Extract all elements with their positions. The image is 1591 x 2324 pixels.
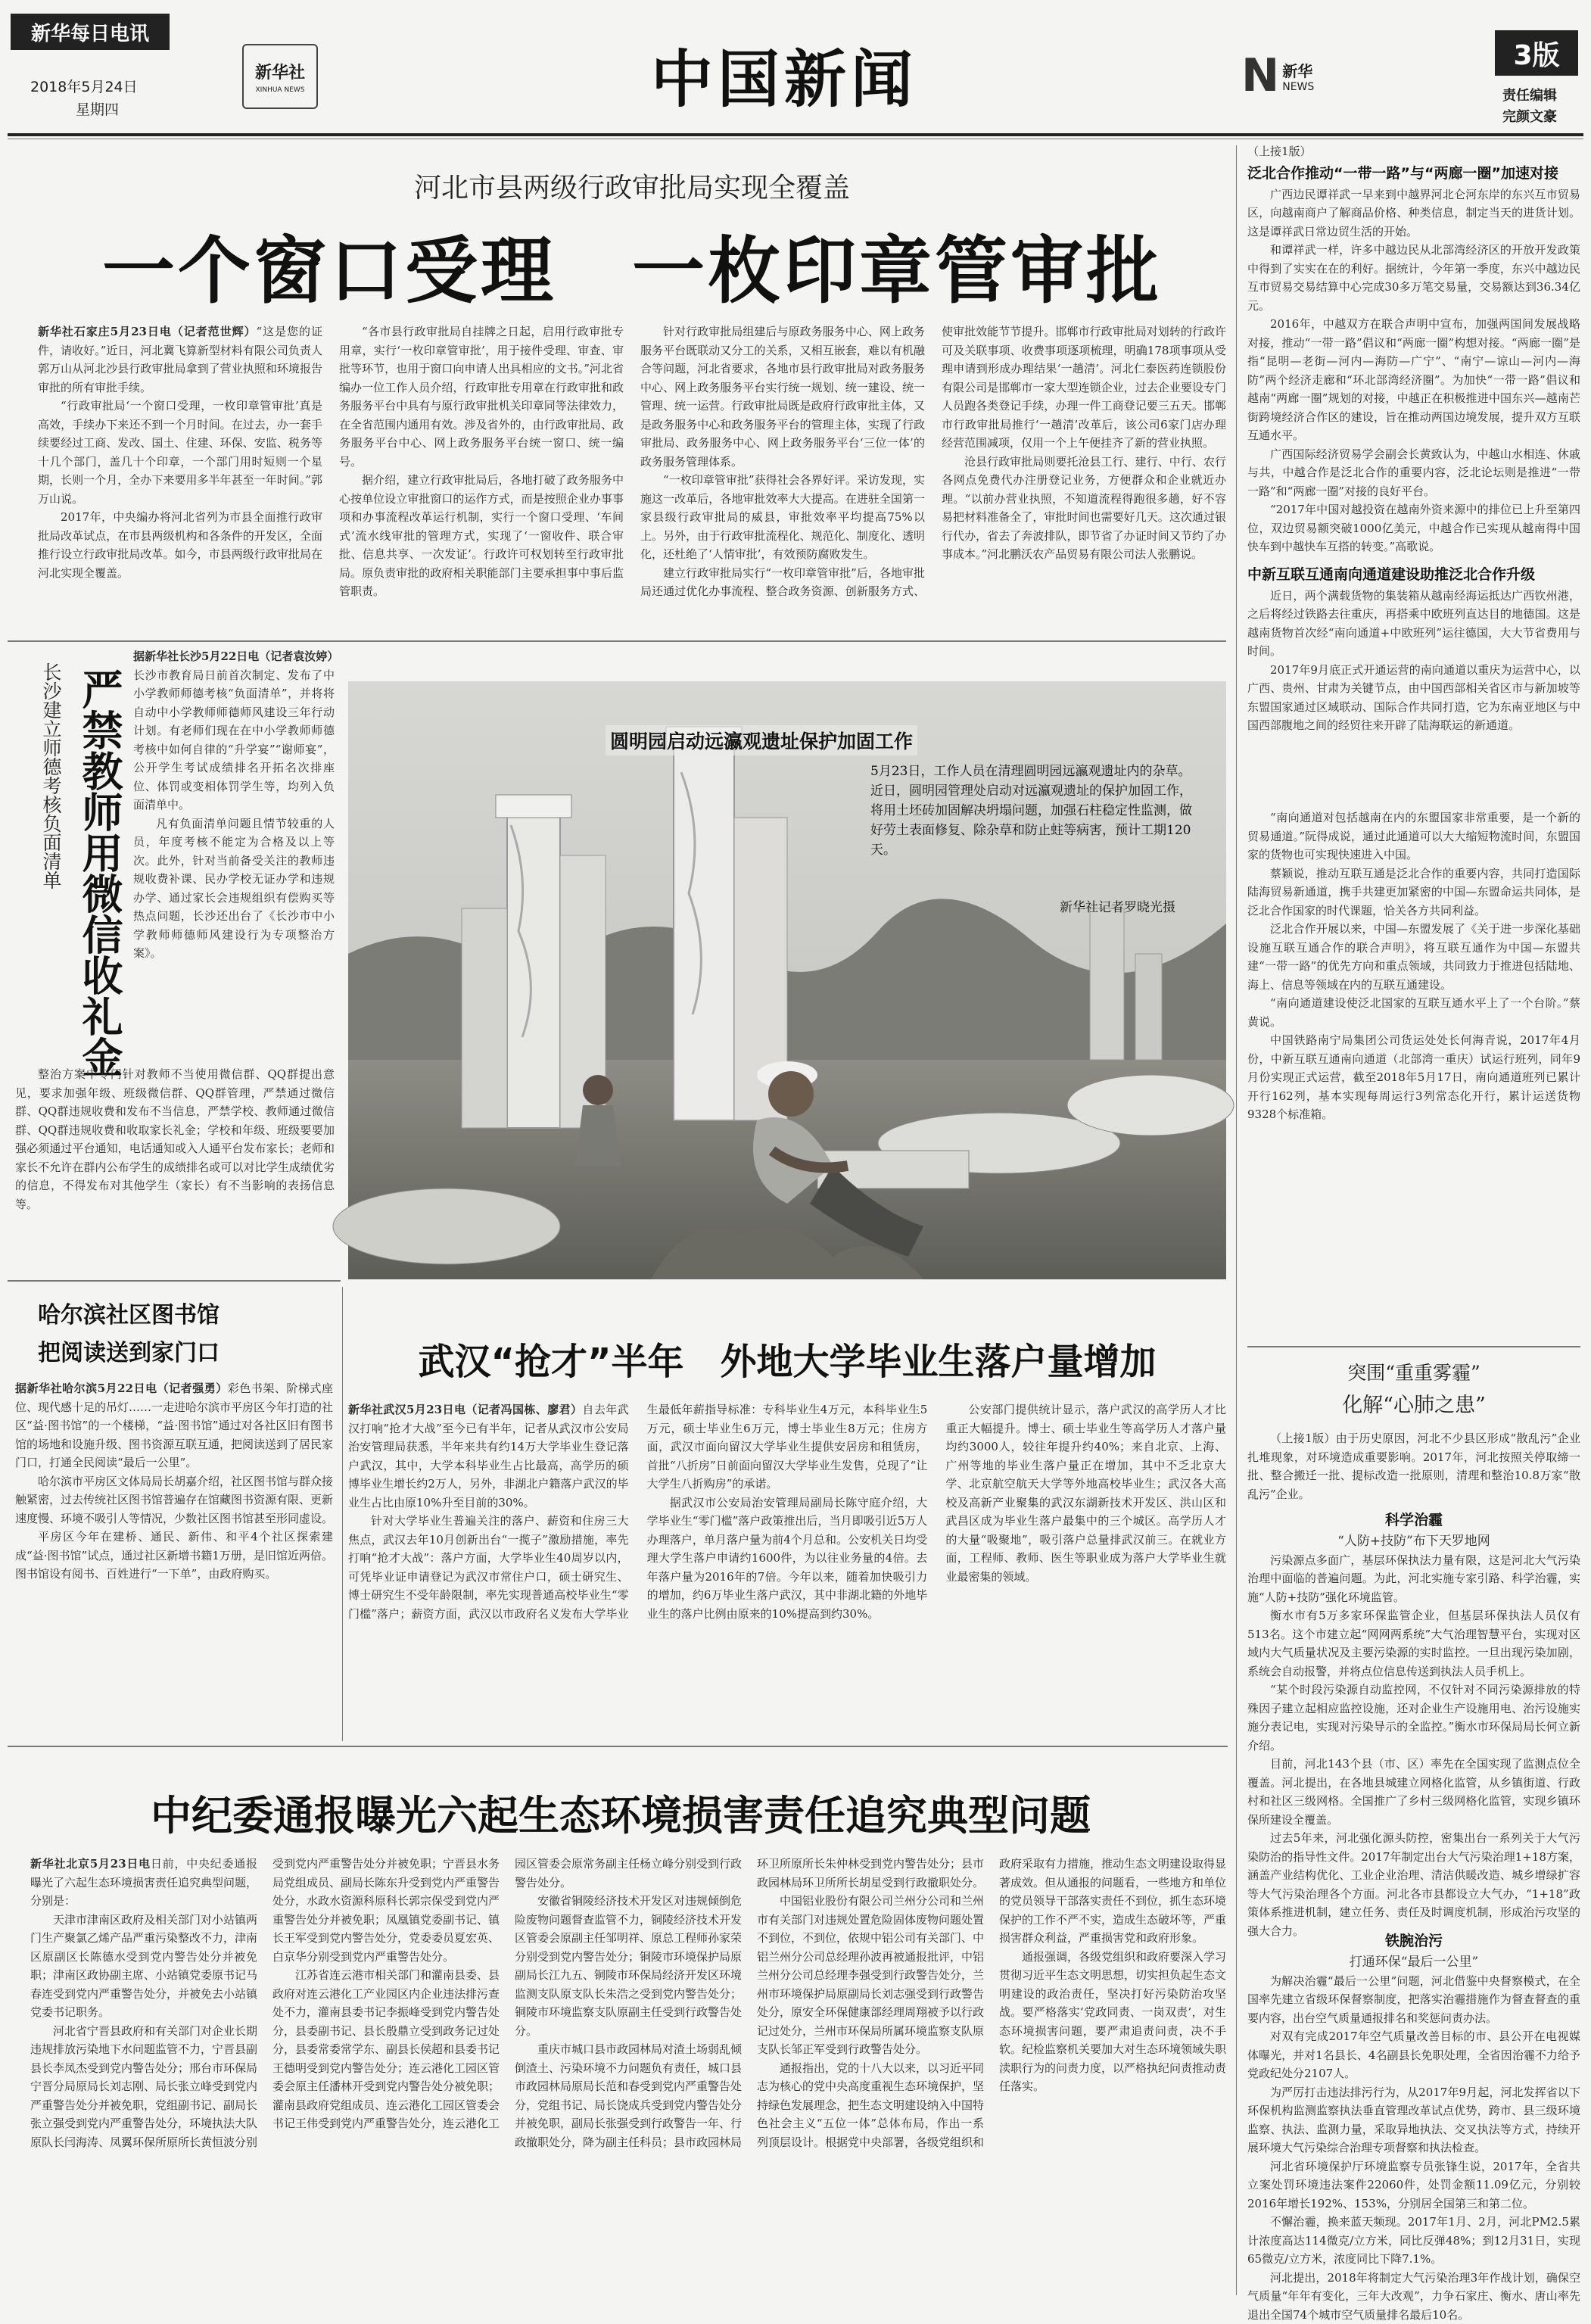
discipline-story	[15, 1749, 1226, 2298]
wuhan-story	[348, 1287, 1226, 1741]
wuhan-headline: 武汉“抢才”半年 外地大学毕业生落户量增加	[418, 1341, 1157, 1383]
section5-sub: 打通环保“最后一公里”	[1349, 1955, 1479, 1970]
teacher-body-bottom: 整治方案中专门针对教师不当使用微信群、QQ群提出意见，要求加强年级、班级微信群、QQ群管理，严禁通过微信群、QQ群违规收费和发布不当信息，严禁学校、教师通过微信群、QQ群违规收费和收取家长礼金；学校和年级、班级要要加强必须通过平台通知，电话通知或入人通平台发布家长；老师和家长不允许在群内公布学生的成绩排名或可以对比学生成绩优劣的信息，不得发布对其他学生（家长）有不当影响的表扬信息等。	[15, 1067, 335, 1211]
right-column	[1247, 142, 1580, 2322]
distant-ruin	[1090, 908, 1124, 1060]
agency-name: 新华每日电讯	[30, 22, 149, 45]
lead-story	[38, 144, 1226, 643]
issue-weekday: 星期四	[76, 101, 120, 118]
section-title: 中国新闻	[651, 43, 918, 116]
photo-caption-box	[870, 762, 1203, 896]
distant-ruin-2	[1135, 954, 1162, 1060]
column-divider	[1236, 145, 1237, 2295]
right-col-part1: （上接1版） 泛北合作推动“一带一路”与“两廊一圈”加速对接 广西边民谭祥武一早来到中越界河北仑河东岸的东兴互市贸易区，向越南商户了解商品价格、种类信息，制定当天的进货计划。这是谭祥武日常边贸生活的开始。 和谭祥武一样，许多中越边民从北部湾经济区的开放开发政策中得到了实实在在的利好。据统计，今年第一季度，东兴中越边民互市贸易交易结算中心完成30多万笔交易量，交易额达到36.34亿元。 2016年，中越双方在联合声明中宣布，加强两国间发展战略对接，推动“一带一路”倡议和“两廊一圈”构想对接。“两廊一圈”是指“昆明—老街—河内—海防—广宁”、“南宁—谅山—河内—海防”两个经济走廊和“环北部湾经济圈”。为加快“一带一路”倡议和越南“两廊一圈”规划的对接，中越正在积极推进中国东兴—越南芒街跨境经济合作区的建设，旨在推动两国边境发展，提升双方互联互通水平。 广西国际经济贸易学会副会长黄致认为，中越山水相连、休戚与共，中越合作是泛北合作的重要内容，泛北论坛则是推进“一带一路”和“两廊一圈”对接的良好平台。 “2017年中国对越投资在越南外资来源中的排位已上升至第四位，双边贸易额突破1000亿美元，中越合作已实现从越南得中国快车到中越快车互搭的转变。”高歌说。 中新互联互通南向通道建设助推泛北合作升级 近日，两个满载货物的集装箱从越南经海运抵达广西钦州港，之后将经过铁路去往重庆，再搭乘中欧班列直达目的地德国。这是越南货物首次经“南向通道+中欧班列”运往德国，大大节省费用与时间。 2017年9月底正式开通运营的南向通道以重庆为运营中心，以广西、贵州、甘肃为关键节点，由中国西部相关省区市与新加坡等东盟国家通过区域联动、国际合作共同打造，它为东南亚地区与中国西部腹地之间的经贸往来开辟了陆海联运的新通道。	[1247, 142, 1580, 808]
photo-block	[348, 681, 1226, 1279]
right-col-part4: 铁腕治污 打通环保“最后一公里” 为解决治霾“最后一公里”问题，河北借鉴中央督察模式，在全国率先建立省级环保督察制度，把落实治霾措施作为督查督查的重要内容，出台空气质量通报排名和奖惩问责办法。 对双有完成2017年空气质量改善目标的市、县公开在电视媒体曝光，并对1名县长、4名副县长免职处理，全省因治霾不力给予党政纪处分2107人。 为严厉打击违法排污行为，从2017年9月起，河北发挥省以下环保机构监测监察执法垂直管理改革试点优势，跨市、县三级环境监察、执法、监测力量，采取异地执法、交叉执法等方式，持续开展环境大气污染综合治理专项督察和执法检查。 河北省环境保护厅环境监察专员张锋生说，2017年，全省共立案处罚环境违法案件22060件，处罚金额11.09亿元，分别较2016年增长192%、153%，分别居全国第三和第二位。 不懈治霾，换来蓝天频现。2017年1月、2月，河北PM2.5累计浓度高达114微克/立方米，同比反弹48%；到12月31日，实现65微克/立方米，浓度同比下降7.1%。 河北提出，2018年将制定大气污染治理3年作战计划，确保空气质量“年年有变化，三年大改观”，力争石家庄、衡水、唐山率先退出全国74个城市空气质量排名最后10名。	[1247, 1929, 1580, 2292]
harbin-divider	[342, 1287, 343, 1741]
section4-sub: “人防+技防”布下天罗地网	[1337, 1534, 1490, 1549]
page-number-box	[1495, 30, 1578, 76]
news-logo-n: N	[1241, 49, 1280, 102]
lead-kicker: 河北市县两级行政审批局实现全覆盖	[413, 173, 850, 204]
discipline-headline: 中纪委通报曝光六起生态环境损害责任追究典型问题	[151, 1792, 1091, 1840]
wuhan-dateline: 新华社武汉5月23日电（记者冯国栋、廖君）	[348, 1403, 583, 1416]
section3-title: 化解“心肺之患”	[1342, 1394, 1486, 1417]
lead-body: 新华社石家庄5月23日电（记者范世辉）“这是您的证件，请收好。”近日，河北冀飞算新型材料有限公司负责人郭万山从河北沙县行政审批局拿到了营业执照和环境报告审批的所有审批手续。 “行政审批局‘一个窗口受理，一枚印章管审批’真是高效，手续办下来还不到一个月时间。在过去，办一套手续要经过工商、发改、国土、住建、环保、安监、税务等十几个部门，盖几十个印章，一个部门用时短则一个星期，长则一个月，全办下来要用多半年甚至一年时间。”郭万山说。 2017年，中央编办将河北省列为市县全面推行政审批局改革试点，在市县两级机构和各条件的开发区，全面推行设立行政审批局改革。如今，市县两级行政审批局在河北实现全覆盖。 “各市县行政审批局自挂牌之日起，启用行政审批专用章，实行‘一枚印章管审批’，用于接件受理、审查、审批等环节，也用于窗口向申请人出具相应的文书。”河北省编办一位工作人员介绍，行政审批专用章在行政审批和政务服务平台中具有与原行政审批机关印章同等法律效力，在全省范围内通用有效。涉及省外的，由行政审批局、政务服务平台中心、网上政务服务平台统一窗口、统一编号。 据介绍，建立行政审批局后，各地打破了政务服务中心按单位设立审批窗口的运作方式，而是按照企业办事事项和办事流程改革运行机制，实行一个窗口受理、‘车间式’流水线审批的管理方式，实现了‘一窗收件、联合审批、信息共享、一次发证’。行政许可权划转至行政审批局。原负责审批的政府相关职能部门主要承担事中事后监管职责。 针对行政审批局组建后与原政务服务中心、网上政务服务平台既联动又分工的关系，又相互嵌套，难以有机融合等问题，河北省要求，各地市县行政审批局对政务服务中心、网上政务服务平台实行统一规划、统一建设、统一管理、统一运营。行政审批局既是政府行政审批主体，又是政务服务中心和政务服务平台的管理主体，实现了行政审批局、政务服务中心、网上政务服务平台‘三位一体’的政务服务管理体系。 “一枚印章管审批”获得社会各界好评。采访发现，实施这一改革后，各地审批效率大大提高。在进驻全国第一家县级行政审批局的威县，审批效率平均提高75%以上。另外，由于行政审批流程化、规范化、制度化、透明化，还杜绝了‘人情审批’，有效预防腐败发生。 建立行政审批局实行“一枚印章管审批”后，各地审批局还通过优化办事流程、整合政务资源、创新服务方式、使审批效能节节提升。邯郸市行政审批局对划转的行政许可及关联事项、收费事项逐项梳理，明确178项事项从受理申请到形成办理结果‘一趟清’。河北仁泰医药连锁股份有限公司是邯郸市一家大型连锁企业，过去企业要设专门人员跑各类登记手续，办理一件工商登记要三五天。邯郸市行政审批局推行‘一趟清’改革后，该公司6家门店办理经营范围减项，仅用一个上午便挂齐了新的营业执照。 沧县行政审批局则要托沧县工行、建行、中行、农行各网点免费代办注册登记业务，方便群众和企业就近办理。“以前办营业执照，不知道流程得跑很多趟，好不容易把材料准备全了，审批时间也需要好几天。这次通过银行代办，省去了奔波排队，即节省了办证时间又节约了办事成本。”河北鹏沃农产品贸易有限公司法人张鹏说。	[38, 325, 1226, 598]
section1-title: 泛北合作推动“一带一路”与“两廊一圈”加速对接	[1247, 164, 1558, 182]
harbin-story	[8, 1287, 341, 1741]
section5-title: 铁腕治污	[1384, 1933, 1443, 1949]
teacher-kicker: 长沙建立师德考核负面清单	[40, 662, 62, 889]
teacher-bottom-rule	[8, 1280, 341, 1282]
page-number: 3版	[1513, 39, 1560, 71]
section2-title: 中新互联互通南向通道建设助推泛北合作升级	[1247, 565, 1536, 583]
teacher-dateline: 据新华社长沙5月22日电（记者袁汝婷）	[133, 650, 339, 663]
teacher-story	[8, 647, 341, 1283]
teacher-headline: 严禁教师用微信收礼金	[76, 668, 123, 1077]
right-col-part2: “南向通道对包括越南在内的东盟国家非常重要，是一个新的贸易通道。”阮得成说，通过此通道可以大大缩短物流时间，东盟国家的货物也可实现快速进入中国。 蔡颖说，推动互联互通是泛北合作的重要内容，共同打造国际陆海贸易新通道，携手共建更加紧密的中国—东盟命运共同体，是泛北合作国家的时代课题，恰关各方共同利益。 泛北合作开展以来，中国—东盟发展了《关于进一步深化基础设施互联互通合作的联合声明》，将互联互通作为中国—东盟共建“一带一路”的优先方向和重点领域，共同致力于推进包括陆地、海上、信息等领域在内的互联互通建设。 “南向通道建设使泛北国家的互联互通水平上了一个台阶。”蔡黄说。 中国铁路南宁局集团公司货运处处长何海青说，2017年4月份，中新互联互通南向通道（北部湾一重庆）试运行班列，同年9月份实现正式运营，截至2018年5月17日，南向通道班列已累计开行162列，基本实现每周运行3列常态化开行，累计运送货物9328个标准箱。	[1247, 811, 1580, 1121]
photo-caption-title: 圆明园启动远瀛观遗址保护加固工作	[606, 725, 917, 755]
issue-date: 2018年5月24日	[30, 79, 138, 95]
teacher-body-side: 据新华社长沙5月22日电（记者袁汝婷）长沙市教育局日前首次制定、发布了中小学教师师德考核“负面清单”，并将将自动中小学教师师德师风建设三年行动计划。有老师们现在在中小学教师师德考核中如何自律的“升学宴”“谢师宴”，公开学生考试成绩排名开拓名次排座位、体罚或变相体罚学生等，均列入负面清单中。 凡有负面清单问题且情节较重的人员，年度考核不能定为合格及以上等次。此外，针对当前备受关注的教师违规收费补课、民办学校无证办学和违规办学、通过家长会违规组织有偿购买等热点问题，长沙还出台了《长沙市中小学教师师德师风建设行为专项整治方案》。	[133, 650, 339, 960]
masthead-agency-box	[11, 14, 170, 50]
editor-label: 责任编辑	[1502, 88, 1557, 104]
editor-name: 完颜文豪	[1502, 109, 1557, 125]
section4-title: 科学治霾	[1384, 1512, 1443, 1528]
photo-credit: 新华社记者罗晓光摄	[1060, 900, 1175, 915]
wuhan-bottom-rule	[8, 1746, 1228, 1747]
news-logo-icon: N 新华 NEWS	[1241, 49, 1315, 102]
lead-bottom-rule	[8, 640, 1226, 642]
harbin-body: 据新华社哈尔滨5月22日电（记者强勇）彩色书架、阶梯式座位、现代感十足的吊灯……一走进哈尔滨市平房区今年打造的社区“益·图书馆”的一个楼梯，“益·图书馆”通过对各社区旧有图书馆的场地和设施升级、图书资源互联互通，把阅读送到了居民家门口，打通全民阅读“最后一公里”。 哈尔滨市平房区文体局局长胡嘉介绍，社区图书馆与群众接触紧密，过去传统社区图书馆普遍存在馆藏图书资源有限、更新速度慢、环境不吸引人等情况，少数社区图书馆甚至形同虚设。 平房区今年在建桥、通民、新伟、和平4个社区探索建成“益·图书馆”试点，通过社区新增书籍1万册，是旧馆近两倍。图书馆设有阅书、百姓进行“一下单”，由政府购买。	[15, 1382, 334, 1581]
harbin-dateline: 据新华社哈尔滨5月22日电（记者强勇）	[15, 1382, 228, 1395]
section3-kicker: 突围“重重雾霾”	[1347, 1362, 1480, 1384]
discipline-dateline: 新华社北京5月23日电	[30, 1857, 151, 1871]
right-col-part3: （上接1版）由于历史原因，河北不少县区形成“散乱污”企业扎堆现象，对环境造成重要影响。2017年，河北按照关停取缔一批、整合搬迁一批、提标改造一批原则，清理和整治10.8万家“散乱污”企业。 科学治霾 “人防+技防”布下天罗地网 污染源点多面广，基层环保执法力量有限，这是河北大气污染治理中面临的普遍问题。为此，河北实施专家引路、科学治霾，实施“人防+技防”强化环境监管。 衡水市有5万多家环保监管企业，但基层环保执法人员仅有513名。这个市建立起“网网两系统”大气治理智慧平台，实现对区域内大气质量状况及主要污染源的实时监控。一旦出现污染加剧，系统会自动报警，并将点位信息传送到执法人员手机上。 “某个时段污染源自动监控网，不仅针对不同污染源排放的特殊因子建立起相应监控设施，还对企业生产设施用电、治污设施实施分表记电，实现对污染导示的全监控。”衡水市环保局局长何立新介绍。 目前，河北143个县（市、区）率先在全国实现了监测点位全覆盖。河北提出，在各地县城建立网格化监管，从乡镇街道、行政村和社区三级网格。全国推广了乡村三级网格化监管，实现乡镇环保所建设全覆盖。 过去5年来，河北强化源头防控，密集出台一系列关于大气污染防治的指导性文件。2017年制定出台大气污染治理1+18方案，涵盖产业结构优化、工业企业治理、清洁供暖改造、城乡增绿扩容等大气污染治理各个方面。河北各市县都设立大气办，“1+18”政策体系推进机制，建立任务、责任及时调度机制，形成治污攻坚的强大合力。	[1247, 1431, 1580, 1938]
harbin-headline: 把阅读送到家门口	[38, 1340, 220, 1366]
harbin-kicker: 哈尔滨社区图书馆	[38, 1302, 220, 1329]
right-col-divider	[1247, 1346, 1580, 1347]
discipline-body: 新华社北京5月23日电日前，中央纪委通报曝光了六起生态环境损害责任追究典型问题，分别是： 天津市津南区政府及相关部门对小站镇两门生产聚氯乙烯产品严重污染整改不力，津南区原副区长陈德水受到党内警告处分并被免职；津南区政协副主席、小站镇党委原书记马春连受到党内严重警告处分，并被免去小站镇党委书记职务。 河北省宁晋县政府和有关部门对企业长期违规排放污染地下水问题监管不力，宁晋县副县长李凤杰受到党内警告处分；邢台市环保局宁晋分局原局长刘志刚、局长张立峰受到党内严重警告处分并被免职，党组副书记、副局长张立强受到党内严重警告处分，环境执法大队原队长闫海涛、凤翼环保所原所长黄恒波分别受到党内严重警告处分并被免职；宁晋县水务局党组成员、副局长陈东升受到党内严重警告处分，水政水资源科原科长郭宗保受到党内严重警告处分并被免职；凤凰镇党委副书记、镇长王军受到党内警告处分，党委委员夏宏英、白京华分别受到党内严重警告处分。 江苏省连云港市相关部门和灌南县委、县政府对连云港化工产业园区内企业违法排污查处不力，灌南县委书记李振峰受到党内警告处分，县委副书记、县长殷鼎立受到政务记过处分，县委常委常学东、副县长侯超和县委书记王德明受到党内警告处分；连云港化工园区管委会原主任潘林开受到党内警告处分被免职；灌南县政府党组成员、连云港化工园区管委会书记王伟受到党内严重警告处分，连云港化工园区管委会原常务副主任杨立峰分别受到行政警告处分。 安徽省铜陵经济技术开发区对违规倾倒危险废物问题督查监管不力，铜陵经济技术开发区管委会原副主任邹明祥、原总工程师孙家荣分别受到党内警告处分；铜陵市环境保护局原副局长江九五、铜陵市环保局经济开发区环境监测支队原支队长朱浩之受到党内警告处分；铜陵市环境监察支队原副主任受到行政警告处分。 重庆市城口县市政园林局对渣土场弱乱倾倒渣土、污染环境不力问题负有责任，城口县市政园林局原局长范和春受到党内严重警告处分，党组书记、局长饶成兵受到党内警告处分并被免职，副局长张强受到行政警告一年、行政撤职处分，降为副主任科员；县市政园林局环卫所原所长朱仲林受到党内警告处分；县市政园林局环卫所所长胡星受到行政撤职处分。 中国铝业股份有限公司兰州分公司和兰州市有关部门对违规处置危险固体废物问题处置不到位，不到位，依规中铝公司有关部门、中铝兰州分公司总经理孙波再被通报批评，中铝兰州分公司总经理李强受到行政警告处分，兰州市环境保护局原副局长刘志强受到行政警告处分，原安全环保健康部经理周翔被予以行政记过处分，兰州市环保局所属环境监察支队原支队长邹正军受到行政警告处分。 通报指出，党的十八大以来，以习近平同志为核心的党中央高度重视生态环境保护，坚持绿色发展理念，把生态文明建设纳入中国特色社会主义“五位一体”总体布局，作出一系列顶层设计。根据党中央部署，各级党组织和政府采取有力措施，推动生态文明建设取得显著成效。但从通报的问题看，一些地方和单位的党员领导干部落实责任不到位，抓生态环境保护的工作不严不实，造成生态破坏等，严重损害群众利益，严重损害党和政府形象。 通报强调，各级党组织和政府要深入学习贯彻习近平生态文明思想，切实担负起生态文明建设的政治责任，坚决打好污染防治攻坚战。要严格落实‘党政同责、一岗双责’，对生态环境损害问题，要严肃追责问责，决不手软。纪检监察机关要加大对生态环境领域失职渎职行为的问责力度，以严格执纪问责推动责任落实。	[30, 1857, 1227, 2149]
lead-dateline: 新华社石家庄5月23日电（记者范世辉）	[38, 325, 257, 338]
masthead-rule	[8, 133, 1583, 136]
photo-caption: 5月23日，工作人员在清理圆明园远瀛观遗址内的杂草。近日，圆明园管理处启动对远瀛观遗址的保护加固工作，将用土坯砖加固解决坍塌问题，加强石柱稳定性监测，做好劳土表面修复、除杂草和防止蛀等病害，预计工期120天。	[870, 764, 1192, 858]
wuhan-body: 新华社武汉5月23日电（记者冯国栋、廖君）自去年武汉打响“抢才大战”至今已有半年，记者从武汉市公安局治安管理局获悉，半年来共有约14万大学毕业生登记落户武汉，其中，大学本科毕业生占比最高，高学历的硕博毕业生增长约2万人，另外，非湖北户籍落户武汉的毕业生占比由原10%升至目前的30%。 针对大学毕业生普遍关注的落户、薪资和住房三大焦点，武汉去年10月创新出台“一揽子”激励措施，率先打响“抢才大战”：落户方面，大学毕业生40周岁以内，可凭毕业证申请登记为武汉市常住户口，硕士研究生、博士研究生不受年龄限制，率先实现普通高校毕业生“零门槛”落户；薪资方面，武汉以市政府名义发布大学毕业生最低年薪指导标准：专科毕业生4万元，本科毕业生5万元，硕士毕业生6万元，博士毕业生8万元；住房方面，武汉市面向留汉大学毕业生提供安居房和租赁房，首批“八折房”日前面向留汉大学毕业生发售，兑现了“让大学生八折购房”的承诺。 据武汉市公安局治安管理局副局长陈守庭介绍，大学毕业生“零门槛”落户政策推出后，当月即吸引近5万人办理落户，单月落户量为前4个月总和。公安机关日均受理大学生落户申请约1600件，为以往业务量的4倍。去年落户量为2016年的7倍。今年以来，随着加快吸引力的增加，约6万毕业生落户武汉，其中非湖北籍的外地毕业生的落户比例由原来的10%提高到约30%。 公安部门提供统计显示，落户武汉的高学历人才比重正大幅提升。博士、硕士毕业生等高学历人才落户量均约3000人，较往年提升约40%；来自北京、上海、广州等地的毕业生落户量正在增加，其中不乏北京大学、北京航空航天大学等外地高校毕业生；武汉各大高校及高新产业聚集的武汉东湖新技术开发区、洪山区和武昌区成为毕业生落户最集中的三个城区。高学历人才的大量“吸聚地”，吸引落户总量排武汉前三。在就业方面，工程师、教师、医生等职业成为落户大学毕业生就业最密集的领域。	[348, 1403, 1226, 1621]
continued-note: （上接1版）	[1247, 145, 1312, 158]
lead-headline: 一个窗口受理 一枚印章管审批	[102, 229, 1162, 313]
xinhua-logo-icon: 新华社 XINHUA NEWS	[242, 44, 318, 109]
masthead	[0, 0, 1591, 144]
